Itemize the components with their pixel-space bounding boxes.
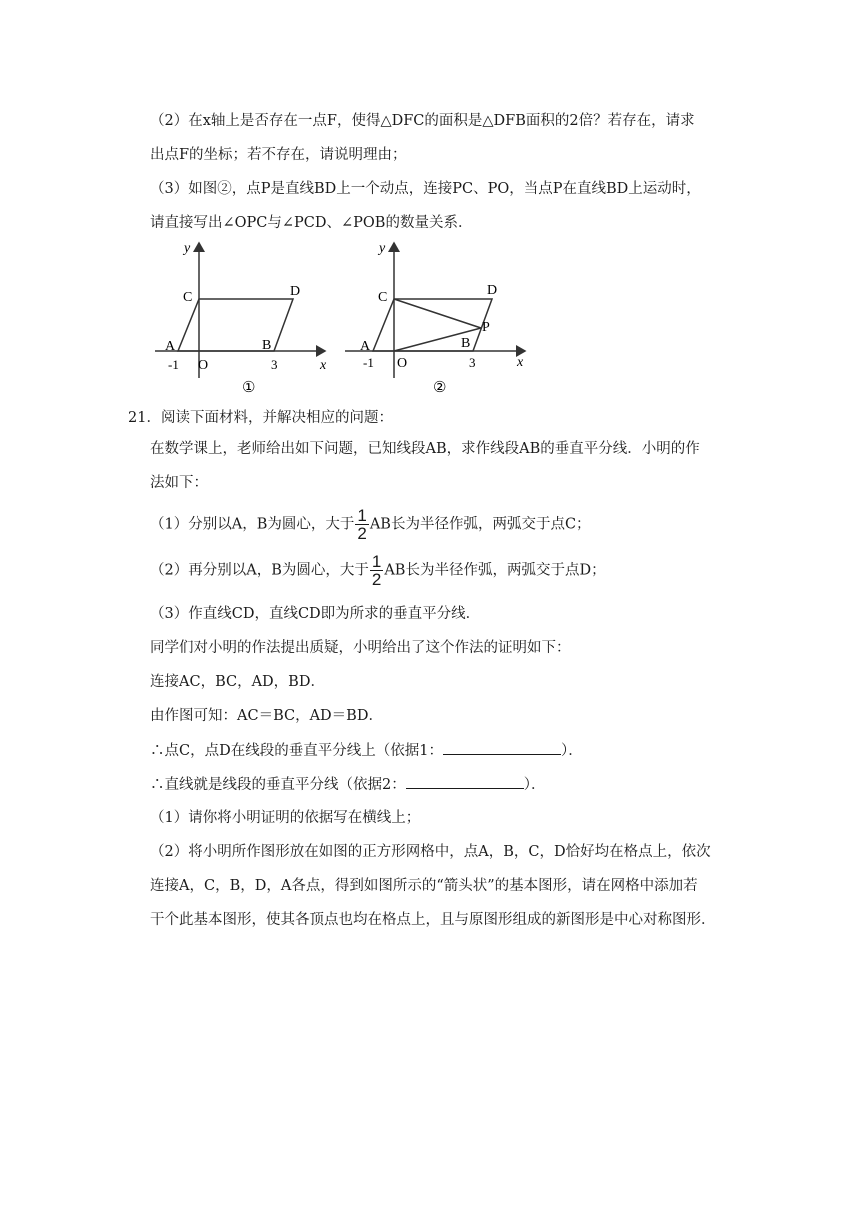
tick-neg1: -1 bbox=[363, 355, 374, 370]
q20-part2-line1: （2）在x轴上是否存在一点F，使得△DFC的面积是△DFB面积的2倍？若存在，请求 bbox=[150, 113, 695, 129]
label-x: x bbox=[517, 355, 524, 370]
q21-ask1: （1）请你将小明证明的依据写在横线上； bbox=[150, 810, 421, 826]
label-B: B bbox=[461, 336, 471, 351]
q21-step3: （3）作直线CD，直线CD即为所求的垂直平分线． bbox=[150, 606, 481, 622]
question-number: 21． bbox=[128, 410, 161, 426]
fraction-half: $\frac{1}{2}$ bbox=[357, 506, 367, 543]
q21-ask2-line2: 连接A，C，B，D，A各点，得到如图所示的“箭头状”的基本图形，请在网格中添加若 bbox=[150, 878, 698, 894]
tick-neg1: -1 bbox=[168, 357, 179, 372]
label-y: y bbox=[184, 241, 191, 256]
label-O: O bbox=[397, 356, 408, 371]
q21-step1: （1）分别以A，B为圆心，大于 $\frac{1}{2}$ AB长为半径作弧，两弧交于点C； bbox=[150, 506, 591, 543]
label-x: x bbox=[320, 358, 327, 373]
q21-heading bbox=[128, 408, 393, 428]
q20-part3-line1: （3）如图②，点P是直线BD上一个动点，连接PC、PO，当点P在直线BD上运动时， bbox=[150, 181, 701, 197]
q21-connect: 连接AC，BC，AD，BD． bbox=[150, 674, 325, 690]
q21-intro-line1: 在数学课上，老师给出如下问题，已知线段AB，求作线段AB的垂直平分线．小明的作 bbox=[150, 441, 700, 457]
q21-step2: （2）再分别以A，B为圆心，大于 $\frac{1}{2}$ AB长为半径作弧，两弧交于点D； bbox=[150, 552, 606, 589]
q21-basis1: ∴点C，点D在线段的垂直平分线上（依据1： ）． bbox=[150, 740, 583, 761]
fraction-half: $\frac{1}{2}$ bbox=[371, 552, 382, 589]
label-y: y bbox=[379, 241, 386, 256]
q20-part2-line2: 出点F的坐标；若不存在，请说明理由； bbox=[150, 147, 407, 163]
segment-pc bbox=[394, 299, 481, 328]
label-C: C bbox=[183, 290, 193, 305]
question-title: 阅读下面材料，并解决相应的问题： bbox=[160, 410, 393, 426]
tick-3: 3 bbox=[271, 357, 278, 372]
figure-caption: ② bbox=[433, 380, 447, 396]
q21-basis2: ∴直线就是线段的垂直平分线（依据2： ）． bbox=[150, 774, 545, 795]
q21-doubt: 同学们对小明的作法提出质疑，小明给出了这个作法的证明如下： bbox=[150, 640, 571, 656]
q21-ask2-line3: 干个此基本图形，使其各顶点也均在格点上，且与原图形组成的新图形是中心对称图形． bbox=[150, 912, 716, 928]
answer-blank-2[interactable] bbox=[406, 774, 524, 789]
q20-part3-line2: 请直接写出∠OPC与∠PCD、∠POB的数量关系． bbox=[150, 215, 473, 231]
label-D: D bbox=[487, 283, 498, 298]
label-O: O bbox=[198, 358, 209, 373]
label-A: A bbox=[165, 339, 176, 354]
figure-caption: ① bbox=[242, 380, 256, 396]
label-C: C bbox=[378, 290, 388, 305]
label-P: P bbox=[482, 320, 490, 335]
answer-blank-1[interactable] bbox=[443, 740, 561, 755]
label-D: D bbox=[290, 284, 301, 299]
q21-ask2-line1: （2）将小明所作图形放在如图的正方形网格中，点A，B，C，D恰好均在格点上，依次 bbox=[150, 844, 711, 860]
tick-3: 3 bbox=[469, 355, 476, 370]
q21-known: 由作图可知：AC＝BC，AD＝BD． bbox=[150, 708, 383, 724]
label-B: B bbox=[262, 338, 272, 353]
parallelogram-acdb bbox=[178, 299, 293, 351]
figure-1 bbox=[150, 238, 350, 398]
q21-intro-line2: 法如下： bbox=[150, 475, 208, 491]
figure-2 bbox=[345, 238, 545, 398]
label-A: A bbox=[360, 339, 371, 354]
